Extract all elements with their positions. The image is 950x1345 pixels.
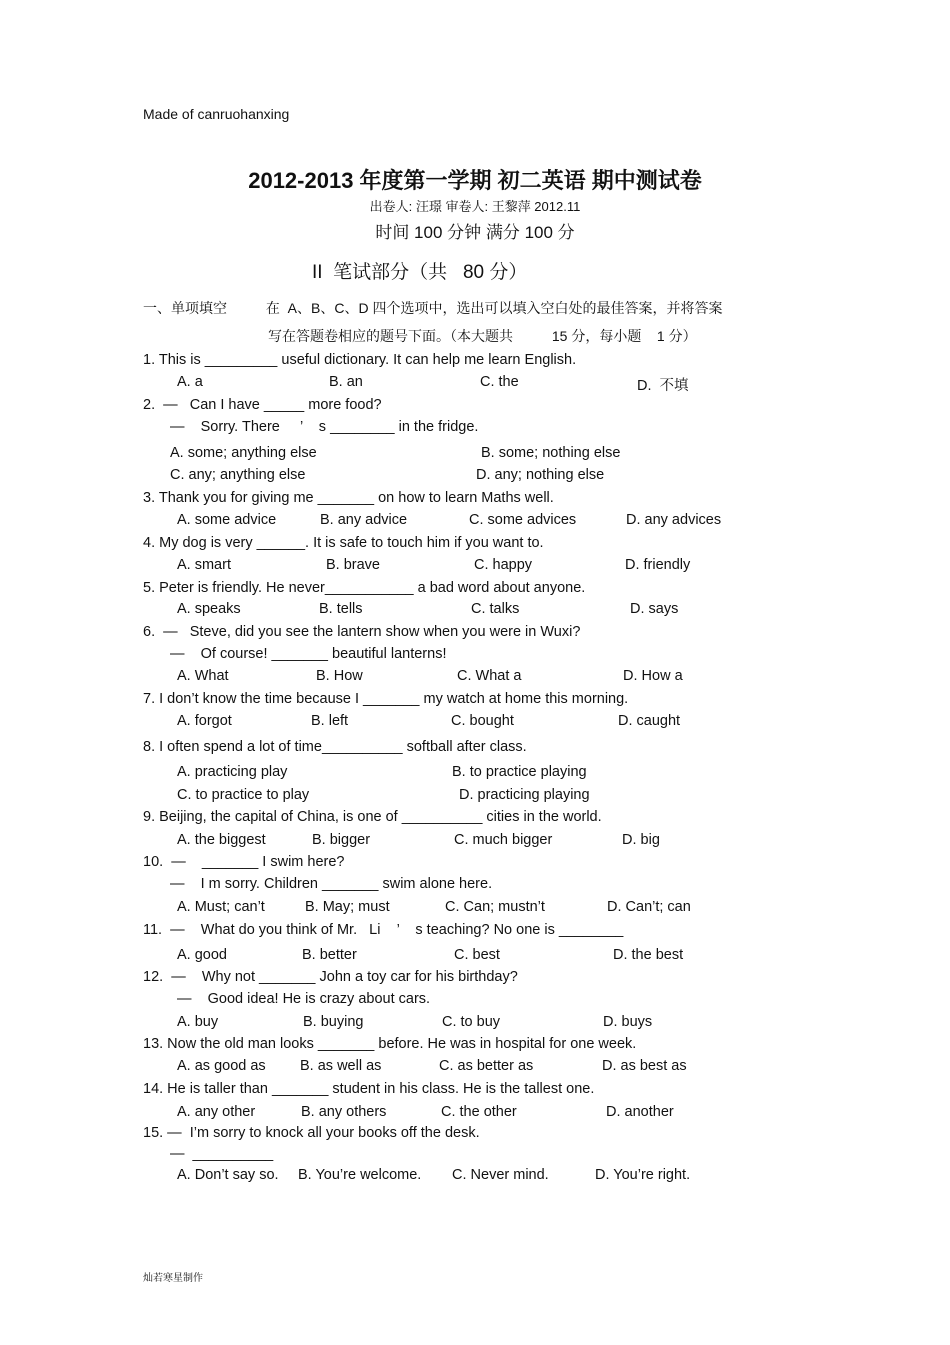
question-line: 4. My dog is very ______. It is safe to touch him if you want to. <box>143 535 544 551</box>
question-line: B. left <box>311 713 349 729</box>
question-line: D. You’re right. <box>595 1167 691 1183</box>
question-line: 9. Beijing, the capital of China, is one of __________ cities in the world. <box>143 809 602 825</box>
question-line: B. brave <box>326 557 380 573</box>
question-line: C. to practice to play <box>177 787 310 803</box>
question-line: D. another <box>606 1104 674 1120</box>
question-line: B. as well as <box>300 1058 382 1074</box>
question-line: A. as good as <box>177 1058 266 1074</box>
page-header: Made of canruohanxing <box>143 106 290 122</box>
question-line: — Good idea! He is crazy about cars. <box>177 991 431 1007</box>
question-line: 10. — _______ I swim here? <box>143 854 345 870</box>
instructions-line-2: 写在答题卷相应的题号下面。（本大题共 15 分，每小题 1 分） <box>268 328 697 344</box>
question-line: A. What <box>177 668 229 684</box>
question-line: B. You’re welcome. <box>298 1167 422 1183</box>
question-line: A. any other <box>177 1104 256 1120</box>
question-line: 8. I often spend a lot of time__________ softball after class. <box>143 739 527 755</box>
question-line: B. to practice playing <box>452 764 587 780</box>
question-line: B. any others <box>301 1104 387 1120</box>
question-line: D. caught <box>618 713 681 729</box>
question-line: C. best <box>454 947 500 963</box>
question-line: C. any; anything else <box>170 467 306 483</box>
question-line: A. some; anything else <box>170 445 317 461</box>
question-line: C. to buy <box>442 1014 501 1030</box>
section-heading: II 笔试部分（共 80 分） <box>312 262 528 283</box>
question-line: — I m sorry. Children _______ swim alone here. <box>170 876 493 892</box>
question-line: C. some advices <box>469 512 577 528</box>
question-line: B. bigger <box>312 832 371 848</box>
question-line: D. as best as <box>602 1058 687 1074</box>
question-line: 5. Peter is friendly. He never___________ a bad word about anyone. <box>143 580 586 596</box>
question-line: B. an <box>329 374 363 390</box>
question-line: D. 不填 <box>637 378 689 394</box>
question-line: 7. I don’t know the time because I _______ my watch at home this morning. <box>143 691 629 707</box>
question-line: A. the biggest <box>177 832 266 848</box>
question-line: A. a <box>177 374 203 390</box>
question-line: A. practicing play <box>177 764 288 780</box>
question-line: A. Don’t say so. <box>177 1167 279 1183</box>
question-line: 1. This is _________ useful dictionary. It can help me learn English. <box>143 352 577 368</box>
question-line: 15. — I’m sorry to knock all your books off the desk. <box>143 1125 480 1141</box>
question-line: — __________ <box>170 1146 274 1162</box>
question-line: C. talks <box>471 601 520 617</box>
question-line: C. Never mind. <box>452 1167 549 1183</box>
question-line: A. forgot <box>177 713 232 729</box>
question-line: D. any; nothing else <box>476 467 605 483</box>
question-line: C. much bigger <box>454 832 553 848</box>
question-line: 2. — Can I have _____ more food? <box>143 397 382 413</box>
question-line: D. buys <box>603 1014 653 1030</box>
question-line: B. any advice <box>320 512 408 528</box>
question-line: C. Can; mustn’t <box>445 899 545 915</box>
question-line: 13. Now the old man looks _______ before. He was in hospital for one week. <box>143 1036 637 1052</box>
question-line: 6. — Steve, did you see the lantern show when you were in Wuxi? <box>143 624 581 640</box>
question-line: C. What a <box>457 668 522 684</box>
question-line: B. tells <box>319 601 363 617</box>
question-line: D. practicing playing <box>459 787 590 803</box>
question-line: B. How <box>316 668 363 684</box>
question-line: A. good <box>177 947 227 963</box>
question-line: B. buying <box>303 1014 364 1030</box>
question-line: — Sorry. There ’ s ________ in the fridge. <box>170 419 479 435</box>
question-line: D. friendly <box>625 557 691 573</box>
question-line: D. big <box>622 832 660 848</box>
question-line: D. Can’t; can <box>607 899 691 915</box>
question-line: D. any advices <box>626 512 722 528</box>
question-line: B. May; must <box>305 899 390 915</box>
page-title: 2012-2013 年度第一学期 初二英语 期中测试卷 <box>248 168 702 193</box>
question-line: 11. — What do you think of Mr. Li ’ s teaching? No one is ________ <box>143 922 624 938</box>
exam-meta: 出卷人: 汪璟 审卷人: 王黎萍 2012.11 <box>369 199 581 214</box>
question-line: B. better <box>302 947 357 963</box>
exam-time: 时间 100 分钟 满分 100 分 <box>375 223 575 242</box>
question-line: — Of course! _______ beautiful lanterns! <box>170 646 447 662</box>
question-line: D. How a <box>623 668 683 684</box>
question-line: D. the best <box>613 947 684 963</box>
question-line: A. some advice <box>177 512 277 528</box>
instructions-line-1: 一、单项填空 在 A、B、C、D 四个选项中，选出可以填入空白处的最佳答案，并将答案 <box>143 300 723 316</box>
question-line: A. Must; can’t <box>177 899 265 915</box>
question-line: C. the <box>480 374 519 390</box>
question-line: 3. Thank you for giving me _______ on how to learn Maths well. <box>143 490 554 506</box>
page-footer: 灿若寒星制作 <box>143 1273 203 1284</box>
question-line: C. the other <box>441 1104 517 1120</box>
question-line: 14. He is taller than _______ student in his class. He is the tallest one. <box>143 1081 595 1097</box>
question-line: C. as better as <box>439 1058 534 1074</box>
question-line: A. speaks <box>177 601 241 617</box>
question-line: A. smart <box>177 557 231 573</box>
question-line: A. buy <box>177 1014 219 1030</box>
question-line: 12. — Why not _______ John a toy car for his birthday? <box>143 969 518 985</box>
question-line: C. happy <box>474 557 533 573</box>
question-line: D. says <box>630 601 679 617</box>
question-line: B. some; nothing else <box>481 445 621 461</box>
question-line: C. bought <box>451 713 514 729</box>
